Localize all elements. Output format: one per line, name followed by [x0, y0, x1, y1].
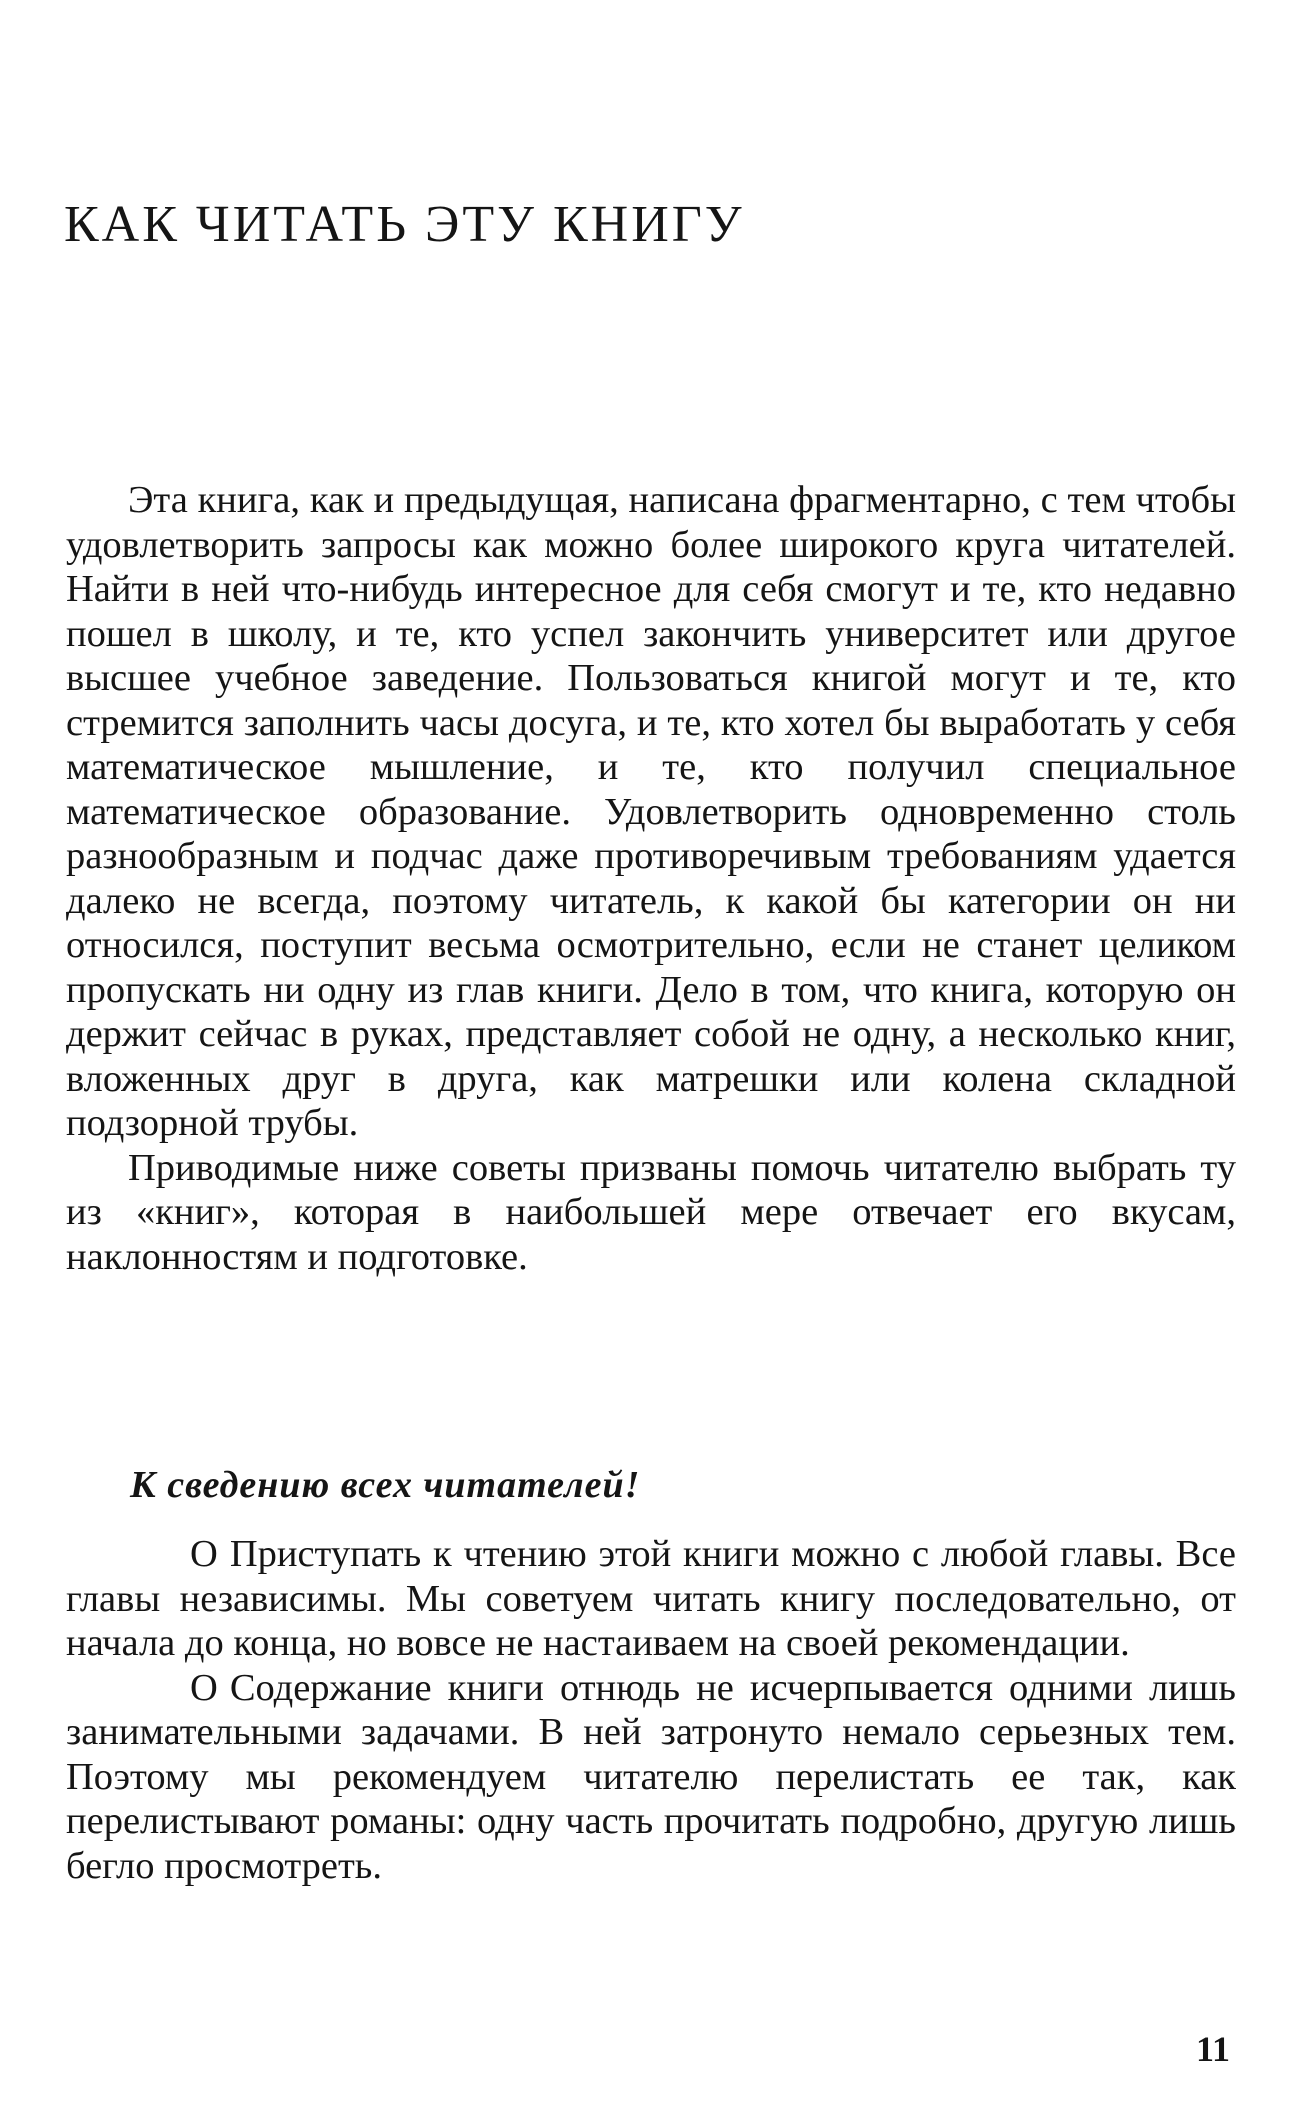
chapter-title: КАК ЧИТАТЬ ЭТУ КНИГУ [64, 196, 745, 253]
advice-list [66, 1532, 1236, 1888]
bullet-circle-icon: О [190, 1533, 218, 1575]
advice-item-text: Содержание книги отнюдь не исчерпывается одними лишь занимательными задачами. В ней затронуто немало серьезных тем. Поэтому мы рекомендуем читателю перелистать ее так, как перелистывают романы: одну часть прочитать подробно, другую лишь бегло просмотреть. [66, 1666, 1236, 1887]
page-number: 11 [1196, 2029, 1231, 2069]
advice-item [66, 1532, 1236, 1666]
bullet-circle-icon: О [190, 1666, 218, 1709]
advice-item-text: Приступать к чтению этой книги можно с любой главы. Все главы независимы. Мы советуем читать книгу последовательно, от начала до конца, но вовсе не настаиваем на своей рекомендации. [66, 1533, 1236, 1664]
section-heading: К сведению всех читателей! [130, 1464, 641, 1506]
intro-text [66, 478, 1236, 1279]
advice-item [66, 1666, 1236, 1889]
intro-paragraph-2: Приводимые ниже советы призваны помочь читателю выбрать ту из «книг», которая в наибольшей мере отвечает его вкусам, наклонностям и подготовке. [66, 1146, 1236, 1278]
intro-paragraph-1: Эта книга, как и предыдущая, написана фрагментарно, с тем чтобы удовлетворить запросы как можно более широкого круга читателей. Найти в ней что-нибудь интересное для себя смогут и те, кто недавно пошел в школу, и те, кто успел закончить университет или другое высшее учебное заведение. Пользоваться книгой могут и те, кто стремится заполнить часы досуга, и те, кто хотел бы выработать у себя математическое мышление, и те, кто получил специальное математическое образование. Удовлетворить одновременно столь разнообразным и подчас даже противоречивым требованиям удается далеко не всегда, поэтому читатель, к какой бы категории он ни относился, поступит весьма осмотрительно, если не станет целиком пропускать ни одну из глав книги. Дело в том, что книга, которую он держит сейчас в руках, представляет собой не одну, а несколько книг, вложенных друг в друга, как матрешки или колена складной подзорной трубы. [66, 479, 1236, 1144]
